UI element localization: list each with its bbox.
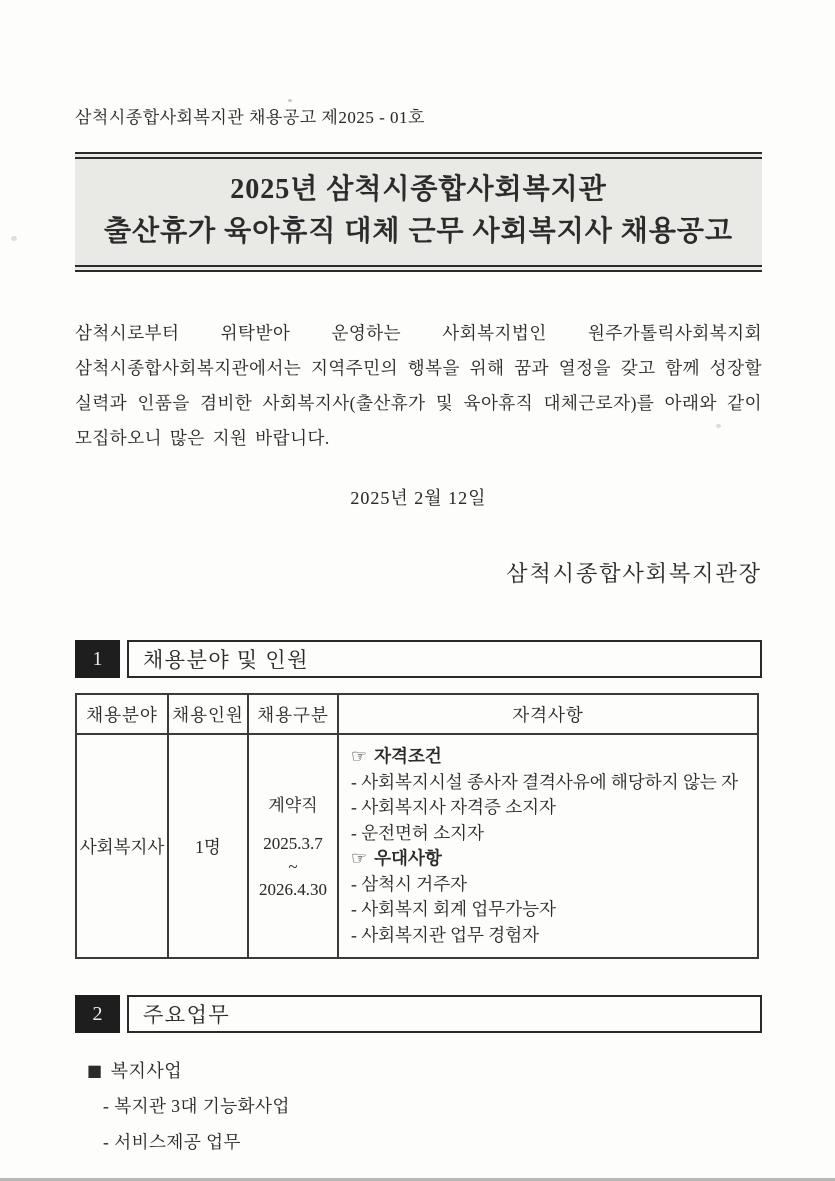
qualification-item: - 사회복지사 자격증 소지자 bbox=[351, 797, 556, 817]
cell-field: 사회복지사 bbox=[76, 734, 168, 958]
scan-artifact bbox=[11, 236, 17, 241]
duties-block bbox=[87, 1054, 762, 1160]
pointing-hand-icon: ☞ bbox=[351, 848, 368, 869]
table-row bbox=[76, 734, 758, 958]
title-banner bbox=[75, 152, 762, 272]
period-end: 2026.4.30 bbox=[259, 880, 327, 899]
section-1-number-box: 1 bbox=[75, 640, 120, 678]
qualification-heading bbox=[351, 744, 751, 770]
section-2-number-box: 2 bbox=[75, 995, 120, 1033]
black-square-icon: ■ bbox=[87, 1061, 103, 1080]
column-header-qualifications: 자격사항 bbox=[338, 694, 758, 734]
duty-heading-label: 복지사업 bbox=[110, 1061, 183, 1081]
preference-item: - 사회복지관 업무 경험자 bbox=[351, 924, 540, 945]
section-2-header bbox=[75, 995, 762, 1033]
cell-employment-type bbox=[248, 734, 338, 958]
scan-artifact bbox=[288, 99, 292, 102]
duty-item: - 서비스제공 업무 bbox=[103, 1132, 241, 1152]
column-header-type: 채용구분 bbox=[248, 694, 338, 734]
qualification-item: - 사회복지시설 종사자 결격사유에 해당하지 않는 자 bbox=[351, 771, 739, 792]
section-2-title: 주요업무 bbox=[127, 995, 762, 1033]
intro-paragraph: 삼척시로부터 위탁받아 운영하는 사회복지법인 원주가톨릭사회복지회 삼척시종합사회복지관에서는 지역주민의 행복을 위해 꿈과 열정을 갖고 함께 성장할 실력과 인품을 겸비한 사회복지사(출산휴가 및 육아휴직 대체근로자)를 아래와 같이 모집하오니 많은 지원 바랍니다. bbox=[75, 323, 762, 448]
section-1-title: 채용분야 및 인원 bbox=[127, 640, 762, 678]
qualification-heading-label: 자격조건 bbox=[374, 746, 442, 766]
qualification-item: - 운전면허 소지자 bbox=[351, 822, 484, 843]
cell-qualifications bbox=[338, 734, 758, 958]
preference-item: - 사회복지 회계 업무가능자 bbox=[351, 899, 556, 919]
duty-item: - 복지관 3대 기능화사업 bbox=[103, 1096, 290, 1116]
preference-heading-label: 우대사항 bbox=[374, 848, 442, 868]
recruitment-table bbox=[75, 693, 759, 959]
date-line: 2025년 2월 12일 bbox=[350, 488, 487, 508]
period-start: 2025.3.7 bbox=[263, 834, 323, 853]
cell-count: 1명 bbox=[168, 734, 248, 958]
preference-heading bbox=[351, 846, 751, 872]
section-1-header bbox=[75, 640, 762, 678]
title-line-2: 출산휴가 육아휴직 대체 근무 사회복지사 채용공고 bbox=[103, 216, 733, 247]
doc-number-line: 삼척시종합사회복지관 채용공고 제2025 - 01호 bbox=[75, 108, 425, 127]
signature-line: 삼척시종합사회복지관장 bbox=[506, 561, 762, 586]
period-tilde: ~ bbox=[288, 857, 298, 876]
title-line-1: 2025년 삼척시종합사회복지관 bbox=[230, 174, 607, 205]
preference-item: - 삼척시 거주자 bbox=[351, 873, 468, 894]
column-header-count: 채용인원 bbox=[168, 694, 248, 734]
contract-period bbox=[251, 832, 335, 901]
contract-type: 계약직 bbox=[268, 796, 318, 815]
duty-heading bbox=[87, 1054, 762, 1088]
pointing-hand-icon: ☞ bbox=[351, 746, 368, 767]
column-header-field: 채용분야 bbox=[76, 694, 168, 734]
table-header-row bbox=[76, 694, 758, 734]
scan-artifact bbox=[716, 424, 721, 428]
